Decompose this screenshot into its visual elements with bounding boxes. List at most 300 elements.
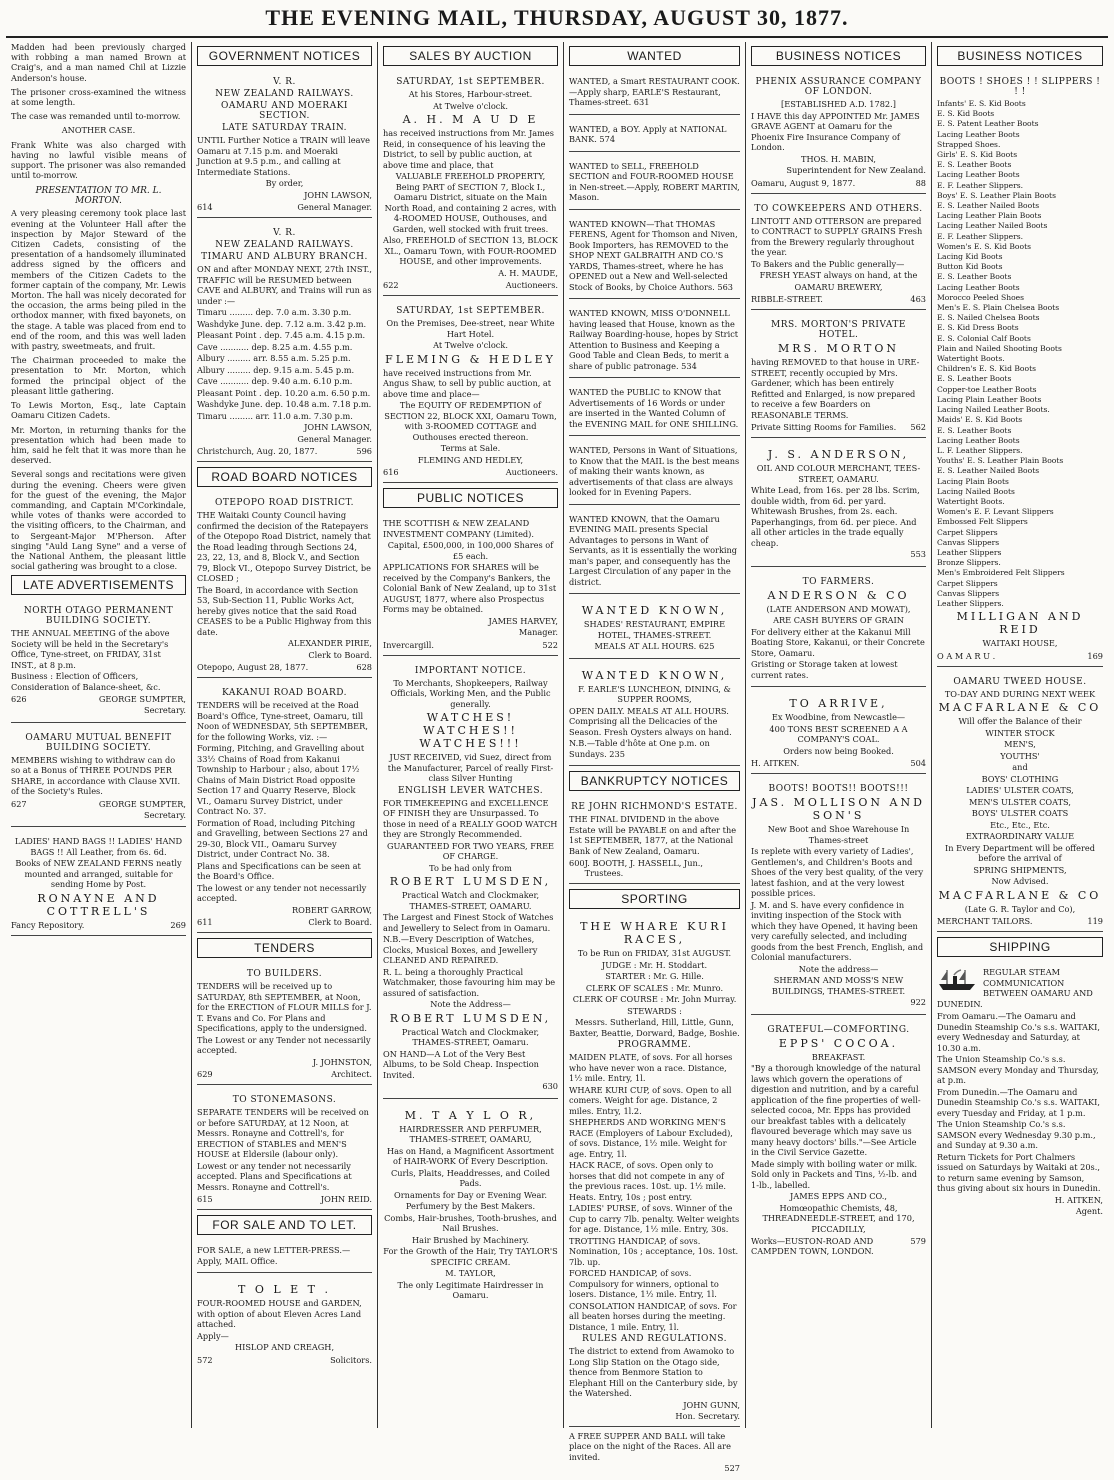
ad-signature: JOHN LAWSON,	[304, 422, 372, 432]
boot-list-item: Lacing Leather Boots	[937, 435, 1020, 445]
ad-number: 562	[910, 422, 926, 432]
steamship-icon	[937, 966, 977, 992]
ad-mutual-society	[11, 728, 186, 828]
news-paragraph: To Lewis Morton, Esq., late Captain Oamaru Citizen Cadets.	[11, 400, 186, 421]
ad-time: At Twelve o'clock.	[433, 340, 508, 350]
ad-scottish-company	[383, 514, 558, 656]
ad-text: TO-DAY AND DURING NEXT WEEK	[944, 688, 1096, 699]
ad-text: The Lowest or any Tender not necessarily accepted.	[197, 1034, 371, 1055]
ad-number: 553	[910, 549, 926, 559]
ad-text: The district to extend from Awamoko to Long Slip Station on the Otago side, thence from Benmore Station to Elephant Hill on the Canterbury side, by the Watershed.	[569, 1346, 738, 1398]
ad-footer	[197, 662, 372, 672]
ad-text: [ESTABLISHED A.D. 1782.]	[781, 99, 896, 109]
ad-text: The Board, in accordance with Section 53, Sub-Section 11, Public Works Act, hereby gives notice that the said Road CEASES to be a Public Highway from this date.	[197, 584, 372, 637]
ad-role: Manager.	[518, 627, 558, 637]
ad-footer	[937, 651, 1103, 661]
boot-list-item: E. S. Leather Nailed Boots	[937, 201, 1040, 211]
ad-text: Works—EUSTON-ROAD AND CAMPDEN TOWN, LONDON.	[751, 1236, 874, 1256]
ad-text: WANTED KNOWN—That THOMAS FERENS, Agent for Thomson and Niven, Book Importers, has REMOVED to the SHOP NEXT GALBRAITH AND CO.'S YARDS, Thames-street, where he has OPENED out a New and Well-selected Stock of Books, by Choice Authors. 563	[569, 218, 738, 292]
race-entry: TROTTING HANDICAP, of sovs. Nomination, 10s ; acceptance, 10s. 10st. 7lb. up.	[569, 1235, 739, 1267]
boot-list-item: Lacing Leather Plain Boots	[937, 211, 1042, 221]
boot-list-item: Button Kid Boots	[937, 262, 1003, 272]
ad-text: The Union Steamship Co.'s s.s. SAMSON every Monday and Thursday, at p.m.	[937, 1054, 1099, 1086]
ad-place: At his Stores, Harbour-street.	[408, 89, 533, 99]
section-header-road-board: ROAD BOARD NOTICES	[197, 467, 372, 487]
ad-text: EXTRAORDINARY VALUE	[965, 831, 1075, 842]
boot-list-item: Canvas Slippers	[937, 537, 1000, 547]
boot-list-item: Watertight Boots.	[937, 354, 1005, 364]
ad-footer	[197, 202, 372, 212]
ad-big-title: J. S. ANDERSON,	[767, 448, 910, 461]
ad-title: MRS. MORTON'S PRIVATE HOTEL.	[771, 320, 906, 340]
ad-number: 614	[197, 202, 213, 212]
ad-text: UNTIL Further Notice a TRAIN will leave Oamaru at 7.15 p.m. and Moeraki Junction at 9.5 p.m., and calling at Intermediate Stations.	[197, 135, 370, 177]
timetable-row: Pleasant Point . dep. 10.20 a.m. 6.50 p.m.	[197, 387, 371, 398]
ad-wanted	[569, 120, 740, 152]
news-paragraph: The case was remanded until to-morrow.	[11, 111, 181, 122]
ad-footer	[751, 758, 926, 768]
ad-text: APPLICATIONS FOR SHARES will be received by the Company's Bankers, the Colonial Bank of New Zealand, up to 31st AUGUST, 1877, where also Prospectus Forms may be obtained.	[383, 562, 557, 614]
section-header-for-sale: FOR SALE AND TO LET.	[197, 1215, 372, 1235]
ad-signature: GEORGE SUMPTER,	[98, 798, 186, 809]
ad-text: Note the Address—	[430, 999, 511, 1009]
ad-wanted	[569, 72, 740, 115]
news-paragraph: Madden had been previously charged with robbing a man named Brown at Craig's, and a man named Chil at Lizzie Anderson's house.	[11, 42, 186, 83]
ad-text: WANTED KNOWN, that the Oamaru EVENING MAIL presents Special Advantages to persons in Want of Servants, as it is essentially the working man's paper, and consequently has the Largest Circulation of any paper in the district.	[569, 513, 738, 587]
ad-signature: RONAYNE AND COTTRELL'S	[37, 891, 160, 918]
news-subheading: ANOTHER CASE.	[61, 125, 136, 136]
ad-text: THE FINAL DIVIDEND in the above Estate will be PAYABLE on and after the 1st SEPTEMBER, 1877, at the National Bank of New Zealand, Oamaru.	[569, 814, 737, 856]
ad-text: have received instructions from Mr. Angus Shaw, to sell by public auction, at above time and place—	[383, 367, 552, 399]
ad-role: General Manager.	[297, 433, 372, 444]
news-paragraph: A very pleasing ceremony took place last evening at the Volunteer Hall after the inspection by Major Steward of the Citizen Cadets, consisting of the presentation of a handsomely illuminated address signed by the officers and members of the Citizen Cadets to the former captain of the company, Mr. Lewis Morton. The hall was nicely decorated for the occasion, the arms being piled in the orthodox manner, with fixed bayonets, on the stage. A table was placed from end to end of the room, and this was well laden with pastry, sweetmeats, and fruit.	[11, 208, 186, 352]
ad-text: To be had only from	[429, 862, 512, 873]
ad-whare-kuri-races	[569, 915, 740, 1480]
ad-watches	[383, 661, 558, 1099]
ad-text: Etc., Etc., Etc.	[990, 819, 1050, 830]
ad-footer	[751, 1236, 926, 1256]
section-header-sales-by-auction: SALES BY AUCTION	[383, 46, 558, 66]
section-header-sporting: SPORTING	[569, 889, 740, 909]
ad-number: 626	[11, 694, 27, 705]
ad-text: By order,	[265, 178, 304, 188]
race-official: JUDGE : Mr. H. Stoddart.	[601, 959, 708, 970]
ad-text: JUST RECEIVED, vid Suez, direct from the Manufacturer, Parcel of really First-class Silver Hunting	[387, 752, 554, 783]
ad-text: Gristing or Storage taken at lowest current rates.	[751, 659, 898, 680]
ad-big-title: TO ARRIVE,	[789, 697, 888, 710]
boot-list-item: Women's E. S. Kid Boots	[937, 241, 1032, 251]
timetable-row: Cave ........... dep. 8.25 a.m. 4.55 p.m.	[197, 341, 353, 352]
timetable-row: Albury ......... arr. 8.55 a.m. 5.25 p.m.	[197, 353, 351, 363]
ad-signature: JAMES HARVEY,	[488, 615, 558, 626]
ad-title: OTEPOPO ROAD DISTRICT.	[214, 498, 355, 508]
ad-kakanui	[197, 683, 372, 933]
ad-title: GRATEFUL—COMFORTING.	[767, 1024, 910, 1035]
boot-list-item: L. F. Leather Slippers.	[937, 445, 1023, 455]
boot-list-item: E. S. Leather Boots	[937, 425, 1012, 435]
ad-text: Orders now being Booked.	[783, 745, 894, 756]
ad-big-title: WATCHES! WATCHES!! WATCHES!!!	[419, 711, 522, 750]
news-paragraph: Frank White was also charged with having no lawful visible means of support. The prisoner was also remanded until to-morrow.	[11, 139, 186, 181]
ad-number: 628	[356, 662, 372, 672]
ad-text: I HAVE this day APPOINTED Mr. JAMES GRAVE AGENT at Oamaru for the Phoenix Fire Insurance Company of London.	[751, 110, 920, 152]
ad-text: J. M. and S. have every confidence in inviting inspection of the Stock with which they have Opened, it having been very carefully selected, and including goods from the best French, English, and Colonial manufacturers.	[751, 899, 924, 962]
ad-footer	[197, 917, 372, 927]
ad-otepopo	[197, 493, 372, 678]
ad-text: SEPARATE TENDERS will be received on or before SATURDAY, at 12 Noon, at Messrs. Ronayne and Cottrell's, for ERECTION of STABLES and MEN'S HOUSE at Eldersile (labour only).	[197, 1107, 369, 1159]
ad-subtitle: PROGRAMME.	[617, 1040, 692, 1050]
race-official: STEWARDS :	[627, 1005, 682, 1016]
ad-text: The lowest or any tender not necessarily accepted.	[197, 882, 367, 903]
ad-role: Clerk to Board.	[308, 649, 372, 660]
race-entry: CONSOLATION HANDICAP, of sovs. For all beaten horses during the meeting. Distance, 1 mile. Entry, 1l.	[569, 1300, 737, 1332]
ad-role: The only Legitimate Hairdresser in Oamaru.	[397, 1279, 544, 1300]
ad-title: TO FARMERS.	[802, 576, 875, 587]
ad-text: FOR TIMEKEEPING and EXCELLENCE OF FINISH they are Unsurpassed. To those in need of a REALLY GOOD WATCH they are Strongly Recommended.	[383, 797, 558, 839]
ad-role: Secretary.	[143, 705, 186, 716]
ad-footer	[197, 1355, 372, 1365]
ad-text: Formation of Road, including Pitching and Gravelling, between Sections 27 and 29-30, Block VII., Oamaru Survey District, under Contract No. 38.	[197, 817, 368, 859]
ad-number: 630	[542, 1081, 558, 1091]
boot-list-item: Lacing Leather Boots	[937, 170, 1020, 180]
boot-list-item: Canvas Slippers	[937, 588, 1000, 598]
ad-text: N.B.—Table d'hôte at One p.m. on Sundays. 235	[569, 738, 710, 759]
ad-wanted	[569, 304, 740, 378]
ad-railways-timaru	[197, 223, 372, 462]
ad-text: SHADES' RESTAURANT, EMPIRE HOTEL, THAMES-STREET.	[583, 619, 726, 640]
ad-text: Books of NEW ZEALAND FERNS neatly mounted and arranged, suitable for sending Home by Post.	[15, 858, 182, 890]
section-header-tenders: TENDERS	[197, 938, 372, 958]
ad-text: 400 TONS BEST SCREENED A A COMPANY'S COAL.	[769, 723, 908, 744]
ad-wanted	[569, 510, 740, 595]
ad-signature: JOHN GUNN,	[683, 1399, 740, 1410]
ad-signature: THOS. H. MABIN,	[801, 153, 876, 164]
ad-text: Will offer the Balance of their	[958, 716, 1082, 727]
ad-role: Auctioneers.	[505, 467, 558, 477]
ad-epps-cocoa	[751, 1020, 926, 1262]
ad-text: WANTED, Persons in Want of Situations, to Know that the MAIL is the best means of making their wants known, as advertisements of that class are always looked for in Evening Papers.	[569, 445, 740, 497]
ad-text: To Bakers and the Public generally—	[751, 258, 905, 269]
timetable-row: Timaru ......... dep. 7.0 a.m. 3.30 p.m.	[197, 307, 352, 317]
ad-role: Hon. Secretary.	[675, 1411, 740, 1421]
ad-text: White Lead, from 16s. per 28 lbs. Scrim, double width, from 6d. per yard. Whitewash Brushes, from 2s. each. Paperhangings, from 6d. per piece. And all other articles in the trade equally cheap.	[751, 485, 920, 548]
ad-text: To Merchants, Shopkeepers, Railway Officials, Working Men, and the Public generally.	[390, 677, 551, 709]
ad-big-title: MACFARLANE & CO	[938, 701, 1102, 715]
ad-title: TO STONEMASONS.	[232, 1095, 337, 1105]
ad-text: Private Sitting Rooms for Families.	[751, 422, 897, 432]
race-entry: WHARE KURI CUP, of sovs. Open to all comers. Weight for age. Distance, 2 miles. Entry, 1l.2.	[569, 1084, 732, 1116]
boot-list-item: Carpet Slippers	[937, 578, 998, 588]
ad-cowkeepers	[751, 199, 926, 311]
ad-text: ON and after MONDAY NEXT, 27th INST., TRAFFIC will be RESUMED between CAVE and ALBURY, and Trains will run as under :—	[197, 264, 372, 306]
ad-maude-auction	[383, 72, 558, 296]
timetable-row: Washdyke June. dep. 10.48 a.m. 7.18 p.m.	[197, 399, 372, 409]
ad-title: NORTH OTAGO PERMANENT BUILDING SOCIETY.	[23, 606, 174, 627]
ad-signature: GEORGE SUMPTER,	[98, 694, 186, 705]
boot-list-item: Watertight Boots.	[937, 496, 1005, 506]
ad-text: WANTED the PUBLIC to KNOW that Advertisements of 16 Words or under are inserted in the Wanted Column of the EVENING MAIL for ONE SHILLING.	[569, 387, 739, 429]
ad-text: TENDERS will be received up to SATURDAY, 8th SEPTEMBER, at Noon, for the ERECTION of FLOUR MILLS for J. T. Evans and Co. For Plans and Specifications, apply to the undersigned.	[197, 981, 372, 1033]
race-entry: SHEPHERDS AND WORKING MEN'S RACE (Employers of Labour Excluded), of sovs. Distance, 1½ mile. Weight for age. Entry, 1l.	[569, 1117, 733, 1159]
news-paragraph: Several songs and recitations were given during the evening. Cheers were given for the guest of the evening, the Major commanding, and Captain M'Corkindale, while votes of thanks were accorded to the visiting officers, to the Chairman, and to Sergeant-Major M'Pherson. After singing "Auld Lang Syne" and a verse of the National Anthem, the pleasant little social gathering was brought to a close.	[11, 469, 186, 572]
ad-wanted	[569, 215, 740, 300]
section-header-late-advertisements: LATE ADVERTISEMENTS	[11, 575, 186, 595]
timetable-row: Albury ......... dep. 9.15 a.m. 5.45 p.m.	[197, 364, 355, 375]
boot-list-item: Carpet Slippers	[937, 527, 998, 537]
ad-boots-shoes	[937, 72, 1103, 667]
ad-text: Homœopathic Chemists, 48, THREADNEEDLE-STREET, and 170, PICCADILLY,	[762, 1202, 915, 1234]
boot-list-item: Lacing Plain Boots	[937, 476, 1009, 486]
race-entry: MAIDEN PLATE, of sovs. For all horses who have never won a race. Distance, 1½ mile. Entry, 1l.	[569, 1052, 733, 1083]
boot-list-item: Lacing Plain Leather Boots	[937, 394, 1042, 404]
news-paragraph: Mr. Morton, in returning thanks for the presentation which had been made to him, said he felt that it was more than he deserved.	[11, 424, 186, 466]
ad-taylor-hairdresser	[383, 1104, 558, 1307]
column-business-notices	[746, 42, 932, 1428]
ad-wanted-shades	[569, 599, 740, 659]
ad-text: FOR SALE, a new LETTER-PRESS.— Apply, MAIL Office.	[197, 1245, 351, 1266]
ad-text: F. EARLE'S LUNCHEON, DINING, & SUPPER ROOMS,	[578, 683, 731, 704]
ad-signature: H. AITKEN.	[751, 758, 800, 768]
race-entry: LADIES' PURSE, of sovs. Winner of the Cup to carry 7lb. penalty. Welter weights for age. Distance, 1½ mile. Entry, 30s.	[569, 1203, 740, 1234]
ad-role: Auctioneers.	[505, 280, 558, 290]
ad-text: MEN'S ULSTER COATS,	[969, 796, 1071, 807]
ad-text: Made simply with boiling water or milk. Sold only in Packets and Tins, ½-lb. and 1-lb., labelled.	[751, 1158, 918, 1190]
ad-wanted	[569, 383, 740, 436]
boot-list-item: Lacing Leather Boots	[937, 129, 1020, 139]
ad-number: 504	[910, 758, 926, 768]
ad-big-title: WANTED KNOWN,	[581, 668, 728, 682]
ad-text: WANTED, a Smart RESTAURANT COOK.—Apply sharp, EARLE'S Restaurant, Thames-street. 631	[569, 76, 740, 107]
ad-to-arrive	[751, 692, 926, 774]
ad-to-builders	[197, 964, 372, 1085]
ad-title: IMPORTANT NOTICE.	[414, 665, 527, 676]
ad-number: 463	[910, 294, 926, 304]
ad-text: Has on Hand, a Magnificent Assortment of HAIR-WORK Of Every Description.	[387, 1145, 554, 1166]
section-header-public-notices: PUBLIC NOTICES	[383, 488, 558, 508]
ad-big-title: M. T A Y L O R,	[404, 1108, 537, 1122]
ad-mollison-boots	[751, 779, 926, 1015]
ad-role: Superintendent for New Zealand.	[786, 165, 926, 175]
boot-list-item: Men's Embroidered Felt Slippers	[937, 568, 1065, 578]
ad-title: BOOTS! BOOTS!! BOOTS!!!	[768, 784, 909, 794]
ad-footer	[569, 858, 740, 878]
boot-list-item: E. S. Nailed Chelsea Boots	[937, 313, 1040, 323]
ad-text: Forming, Pitching, and Gravelling about 33½ Chains of Road from Kakanui Township to Harbour ; also, about 17½ Chains of Main District Road opposite Section 17 and Quarry Reserve, Block VI., Oamaru Survey District, under Contract No. 37.	[197, 743, 365, 816]
ad-text: Plans and Specifications can be seen at the Board's Office.	[197, 860, 361, 881]
ad-anderson-oil	[751, 443, 926, 567]
ad-title: KAKANUI ROAD BOARD.	[221, 688, 347, 698]
ad-big-title: MRS. MORTON	[777, 342, 900, 355]
ad-text: FRESH YEAST always on hand, at the	[759, 270, 918, 280]
ad-signature: M. TAYLOR,	[445, 1268, 496, 1278]
ad-text: GUARANTEED FOR TWO YEARS, FREE OF CHARGE.	[386, 840, 555, 861]
ad-text: Ornaments for Day or Evening Wear.	[394, 1189, 547, 1200]
ad-number: 615	[197, 1194, 213, 1204]
ad-number: 922	[910, 997, 926, 1007]
ad-role: Clerk to Board.	[308, 917, 372, 927]
ad-title: RE JOHN RICHMOND'S ESTATE.	[571, 802, 738, 812]
ad-title: OAMARU MUTUAL BENEFIT BUILDING SOCIETY.	[25, 732, 172, 753]
ad-railways-oamaru	[197, 72, 372, 218]
ad-vr: V. R.	[273, 77, 296, 87]
ad-role: Agent.	[1075, 1206, 1103, 1217]
ad-footer	[937, 916, 1103, 926]
columns	[6, 42, 1108, 1473]
ad-footer	[751, 422, 926, 432]
ad-footer	[11, 694, 186, 704]
ad-text: WANTED, a BOY. Apply at NATIONAL BANK. 574	[569, 123, 727, 144]
ad-text: LADIES' HAND BAGS !! LADIES' HAND BAGS !! All Leather, from 6s. 6d.	[14, 836, 183, 857]
section-header-wanted: WANTED	[569, 46, 740, 66]
ad-signature: A. H. MAUDE,	[498, 267, 558, 278]
news-paragraph: The prisoner cross-examined the witness at some length.	[11, 86, 186, 108]
ad-big-title: ANDERSON & CO	[767, 588, 910, 602]
ad-text: Perfumery by the Best Makers.	[405, 1201, 536, 1211]
ad-role: Secretary.	[143, 809, 186, 820]
ad-capital: Capital, £500,000, in 100,000 Shares of £5 each.	[387, 540, 554, 561]
ad-place: Christchurch, Aug. 20, 1877.	[197, 446, 318, 456]
ad-big-title: ROBERT LUMSDEN,	[389, 1011, 552, 1025]
ad-number: 627	[11, 798, 27, 809]
ad-text: For delivery either at the Kakanui Mill Boating Store, Kakanui, or their Concrete Store, Oamaru.	[751, 626, 925, 658]
section-header-government-notices: GOVERNMENT NOTICES	[197, 46, 372, 66]
boot-list-item: Boys' E. S. Leather Plain Boots	[937, 190, 1056, 200]
ad-hand-bags	[11, 832, 186, 936]
ad-big-title: EPPS' COCOA.	[778, 1036, 899, 1050]
ad-signature: FLEMING AND HEDLEY,	[417, 454, 524, 465]
ad-text: New Boot and Shoe Warehouse In Thames-street	[767, 824, 910, 845]
ad-text: LADIES' ULSTER COATS,	[966, 785, 1074, 796]
ad-role: Architect.	[331, 1069, 372, 1079]
ad-fleming-auction	[383, 301, 558, 483]
ad-subtitle: ENGLISH LEVER WATCHES.	[397, 785, 544, 796]
boot-list-item: Women's E. F. Levant Slippers	[937, 507, 1054, 517]
ad-place: Otepopo, August 28, 1877.	[197, 662, 309, 672]
boot-list-item: Leather Slippers.	[937, 598, 1004, 608]
ad-text: TENDERS will be received at the Road Board's Office, Tyne-street, Oamaru, till Noon of WEDNESDAY, 5th SEPTEMBER, for the following Works, viz. :—	[197, 700, 368, 742]
ad-role: Fancy Repository.	[11, 919, 85, 930]
ad-text: Lowest or any tender not necessarily accepted. Plans and Specifications at Messrs. Ronayne and Cottrell's.	[197, 1160, 352, 1192]
ad-signature: JOHN LAWSON,	[304, 189, 372, 200]
boot-list-item: Plain and Nailed Shooting Boots	[937, 343, 1062, 353]
ad-text: Also, FREEHOLD of SECTION 13, BLOCK XL., Oamaru Town, with FOUR-ROOMED HOUSE, and other improvements.	[383, 235, 558, 266]
boot-list-item: Copper-toe Leather Boots	[937, 384, 1037, 394]
ad-wanted	[569, 441, 740, 505]
race-entry: FORCED HANDICAP, of sovs. Compulsory for winners, optional to losers. Distance, 1½ mile. Entry, 1l.	[569, 1268, 719, 1299]
ad-text: Practical Watch and Clockmaker, THAMES-STREET, Oamaru.	[401, 1026, 540, 1047]
boot-list-item: Youths' E. S. Leather Plain Boots	[937, 456, 1064, 466]
ad-text: WINTER STOCK	[985, 727, 1055, 738]
ad-number: 88	[915, 177, 926, 188]
news-heading: PRESENTATION TO MR. L. MORTON.	[35, 186, 162, 207]
ad-text: Note the address—	[798, 963, 879, 974]
ad-text: In Every Department will be offered before the arrival of	[945, 842, 1095, 864]
race-official: Messrs. Sutherland, Hill, Little, Gunn, Baxter, Beattie, Dorward, Badge, Boshie.	[569, 1017, 740, 1038]
ad-text: Curls, Plaits, Headdresses, and Coiled Pads.	[390, 1167, 551, 1188]
ad-title: NEW ZEALAND RAILWAYS.	[215, 89, 354, 99]
ad-footer	[197, 1194, 372, 1204]
ad-vr: V. R.	[273, 228, 296, 238]
column-business-shipping	[932, 42, 1108, 1428]
ad-text: Terms at Sale.	[440, 443, 501, 453]
ad-text: Apply—	[197, 1330, 229, 1341]
column-news	[6, 42, 192, 1428]
ad-number: 596	[356, 446, 372, 456]
ad-text: Practical Watch and Clockmaker, THAMES-STREET, OAMARU.	[401, 890, 540, 911]
ad-text: RIBBLE-STREET.	[751, 294, 823, 304]
boot-list-item: E. F. Leather Slippers.	[937, 231, 1024, 241]
ad-signature: ROBERT GARROW,	[291, 904, 372, 915]
ad-text: Hair Brushed by Machinery.	[412, 1234, 529, 1245]
boot-list-item: E. S. Leather Boots	[937, 272, 1012, 282]
ad-text: THE Waitaki County Council having confirmed the decision of the Ratepayers of the Otepopo Road District, namely that the Road leading through Sections 24, 23, 22, 13, and 8, Block V., and Section 79, Block VI., Otepopo Survey District, be CLOSED ;	[197, 510, 371, 583]
ad-role: Solicitors.	[330, 1354, 372, 1365]
boot-list-item: E. S. Leather Nailed Boots	[937, 466, 1040, 476]
boot-list-item: Infants' E. S. Kid Boots	[937, 99, 1026, 108]
ad-big-title: MACFARLANE & CO	[938, 888, 1102, 902]
boot-list-item: Morocco Peeled Shoes	[937, 292, 1025, 302]
ad-text: MEN'S,	[1004, 739, 1036, 750]
boot-list-item: E. S. Leather Boots	[937, 374, 1012, 384]
ad-mortons-hotel	[751, 315, 926, 438]
ad-role: General Manager.	[297, 202, 372, 212]
ad-footer	[197, 1069, 372, 1079]
ad-title: TO COWKEEPERS AND OTHERS.	[754, 203, 923, 214]
ad-signature: JAMES EPPS AND CO.,	[790, 1191, 887, 1201]
ad-text: OIL AND COLOUR MERCHANT, TEES-STREET, OAMARU.	[756, 463, 921, 484]
timetable-row: Washdyke June. dep. 7.12 a.m. 3.42 p.m.	[197, 318, 367, 329]
column-government-notices	[192, 42, 378, 1428]
ad-text: The Largest and Finest Stock of Watches and Jewellery to Select from in Oamaru.	[383, 912, 554, 933]
ad-title: OAMARU TWEED HOUSE.	[953, 676, 1087, 687]
ad-wanted	[569, 157, 740, 210]
ad-footer	[383, 280, 558, 290]
boot-list	[937, 99, 1103, 608]
ad-text: ARE CASH BUYERS OF GRAIN	[773, 615, 904, 625]
boot-list-item: Lacing Leather Nailed Boots	[937, 221, 1048, 231]
race-official: CLERK OF COURSE : Mr. John Murray.	[572, 994, 737, 1004]
ad-big-title: WANTED KNOWN,	[581, 604, 728, 617]
ad-signature: J. JOHNSTON,	[312, 1056, 372, 1067]
ad-big-title: JAS. MOLLISON AND SON'S	[752, 796, 925, 822]
ad-number: 169	[1087, 650, 1103, 661]
ad-text: Combs, Hair-brushes, Tooth-brushes, and Nail Brushes.	[384, 1212, 557, 1233]
boot-list-item: Embossed Felt Slippers	[937, 517, 1028, 527]
ad-footer	[11, 920, 186, 930]
section-header-business-notices-2: BUSINESS NOTICES	[937, 46, 1103, 66]
ad-text: From Oamaru.—The Oamaru and Dunedin Steamship Co.'s s.s. WAITAKI, every Wednesday and Saturday, at 10.30 a.m.	[937, 1011, 1100, 1053]
column-sales-by-auction	[378, 42, 564, 1428]
ad-text: The EQUITY OF REDEMPTION of SECTION 22, BLOCK XXI, Oamaru Town, with 3-ROOMED COTTAGE and Outhouses erected thereon.	[384, 400, 557, 442]
ad-wanted-earle	[569, 664, 740, 767]
ad-number: 629	[197, 1069, 213, 1079]
ad-signature: HISLOP AND CREAGH,	[234, 1342, 335, 1352]
ad-big-title: ROBERT LUMSDEN,	[389, 875, 552, 888]
race-entry: HACK RACE, of sovs. Open only to horses that did not compete in any of the previous races. 10st. up. 1½ mile. Heats. Entry, 10s ; post entry.	[569, 1160, 726, 1202]
ad-number: 522	[542, 639, 558, 650]
ad-title: TO BUILDERS.	[246, 969, 323, 979]
ad-text: The Union Steamship Co.'s s.s. SAMSON every Wednesday 9.30 p.m., and Sunday at 9.30 a.m.	[937, 1119, 1096, 1151]
section-header-business-notices: BUSINESS NOTICES	[751, 46, 926, 66]
ad-big-title: MILLIGAN AND REID	[956, 610, 1084, 637]
ad-text: A FREE SUPPER AND BALL will take place on the night of the Races. All are invited.	[569, 1430, 731, 1462]
ad-big-title: A. H. M A U D E	[402, 113, 539, 126]
ad-text: Is replete with every variety of Ladies', Gentlemen's, and Children's Boots and Shoes of the very best quality, of the very latest fashion, and at the very lowest possible prices.	[751, 846, 924, 898]
ad-text: WANTED KNOWN, MISS O'DONNELL having leased that House, known as the Railway Boarding-house, hopes by Strict Attention to Business and Keeping a Good Table and Clean Beds, to merit a share of public patronage. 534	[569, 308, 739, 371]
ad-text: (Late G. R. Taylor and Co),	[964, 903, 1076, 914]
ad-number: 269	[170, 919, 186, 930]
ad-subtitle: RULES AND REGULATIONS.	[581, 1334, 727, 1344]
